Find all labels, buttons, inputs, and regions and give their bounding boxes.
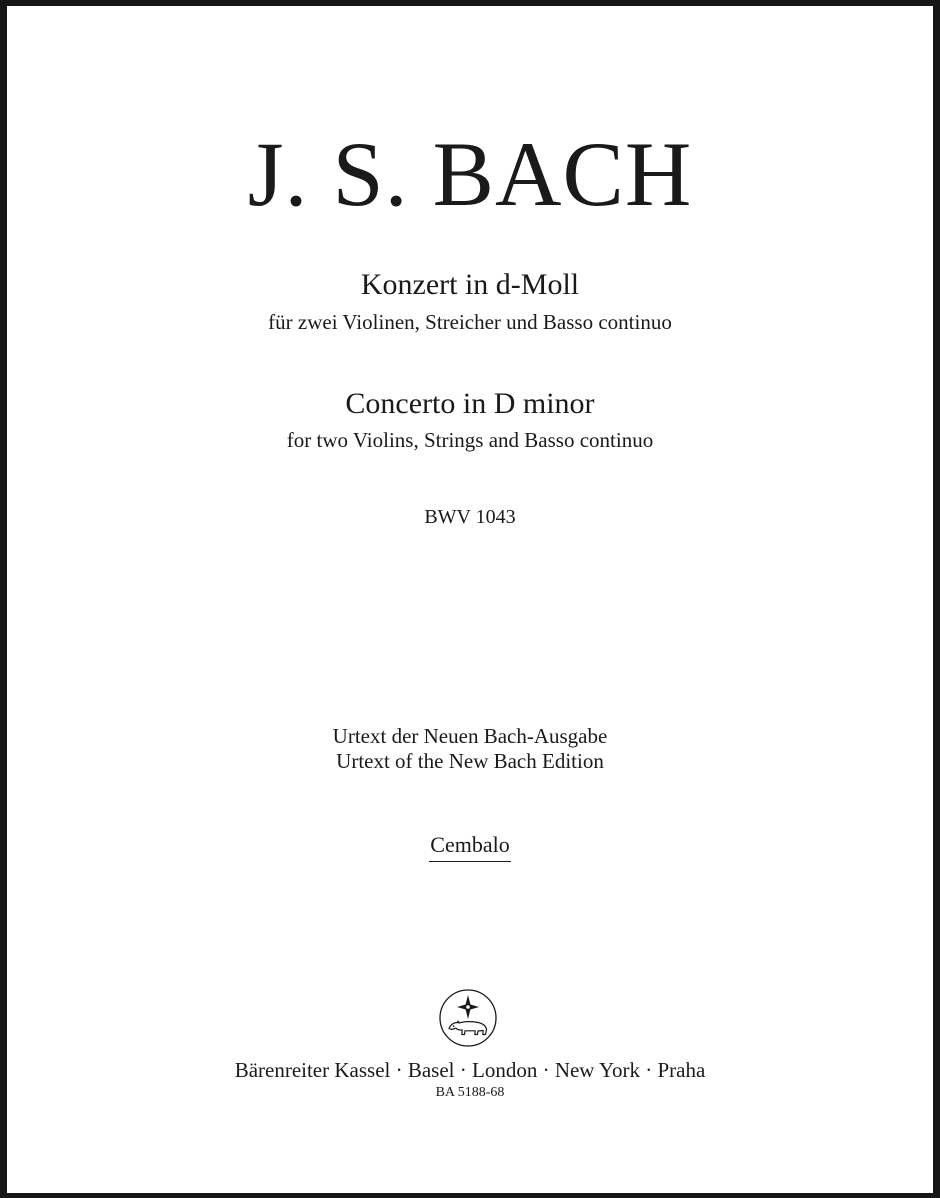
edition-note-german: Urtext der Neuen Bach-Ausgabe xyxy=(332,724,608,748)
instrument-part xyxy=(0,834,940,862)
title-german: Konzert in d-Moll xyxy=(360,268,580,301)
edition-note-english: Urtext of the New Bach Edition xyxy=(336,749,604,773)
subtitle-english: for two Violins, Strings and Basso continuo xyxy=(286,428,654,452)
publisher-line: Bärenreiter Kassel · Basel · London · New York · Praha xyxy=(234,1058,706,1082)
subtitle-german: für zwei Violinen, Streicher und Basso continuo xyxy=(268,310,672,334)
instrument-label: Cembalo xyxy=(429,834,510,862)
catalog-number: BWV 1043 xyxy=(424,506,516,528)
order-number: BA 5188-68 xyxy=(435,1085,505,1100)
title-english: Concerto in D minor xyxy=(345,387,595,420)
star-and-bear-emblem-icon xyxy=(438,988,498,1048)
composer-name: J. S. BACH xyxy=(247,123,693,225)
